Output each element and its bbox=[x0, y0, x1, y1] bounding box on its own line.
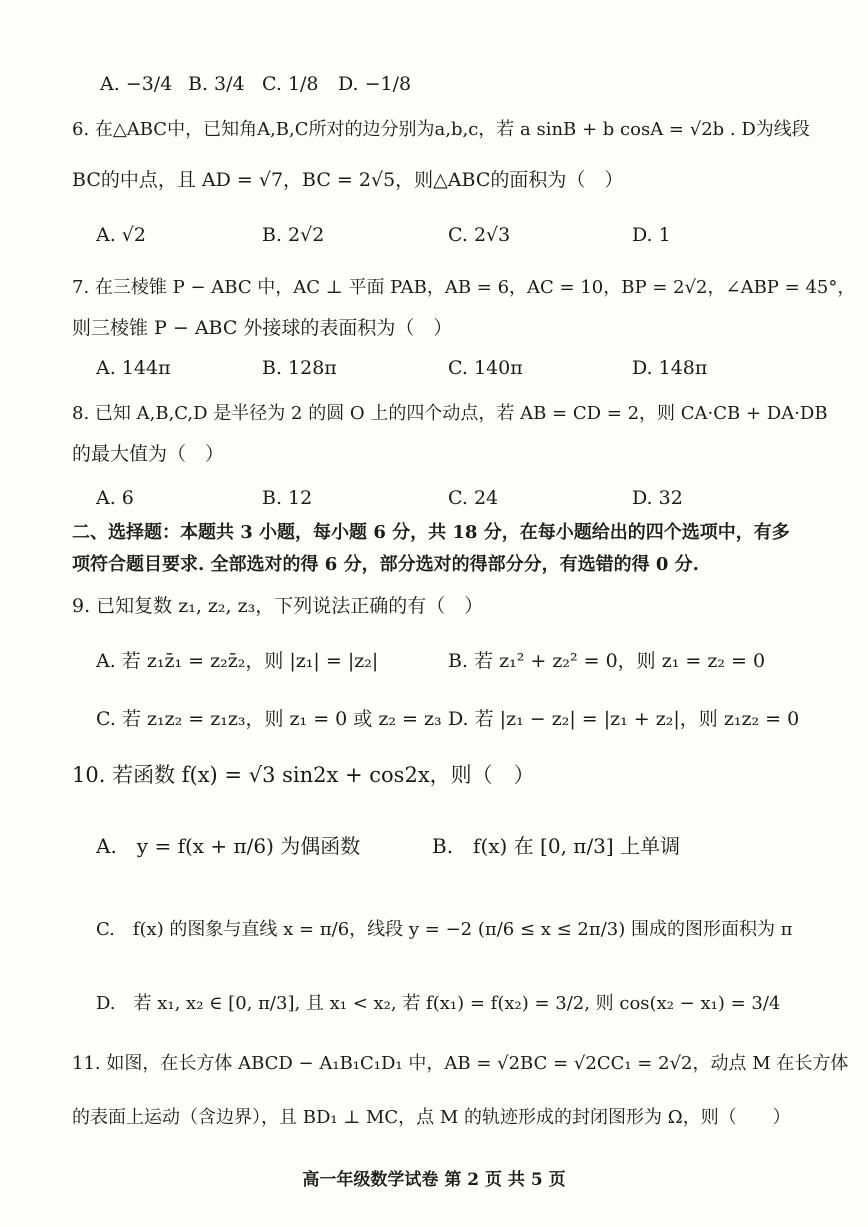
q6-option-a: A. √2 bbox=[96, 224, 146, 246]
q10-option-a: A. y = f(x + π/6) 为偶函数 bbox=[96, 834, 361, 858]
q9-option-a: A. 若 z₁z̄₁ = z₂z̄₂，则 |z₁| = |z₂| bbox=[96, 650, 379, 672]
q8-option-d: D. 32 bbox=[632, 487, 683, 509]
q6-option-c: C. 2√3 bbox=[448, 224, 511, 246]
q8-stem-line2: 的最大值为（ ） bbox=[72, 443, 225, 465]
q8-option-a: A. 6 bbox=[96, 487, 134, 509]
q6-option-b: B. 2√2 bbox=[262, 224, 325, 246]
section2-header-line2: 项符合题目要求. 全部选对的得 6 分，部分选对的得部分分，有选错的得 0 分. bbox=[72, 554, 699, 575]
q9-stem: 9. 已知复数 z₁, z₂, z₃，下列说法正确的有（ ） bbox=[72, 595, 484, 617]
q8-option-b: B. 12 bbox=[262, 487, 313, 509]
q11-stem-line1: 11. 如图，在长方体 ABCD − A₁B₁C₁D₁ 中，AB = √2BC = √2CC₁ = 2√2，动点 M 在长方体 bbox=[72, 1053, 849, 1074]
q5-option-a: A. −3/4 bbox=[100, 73, 173, 95]
q7-option-d: D. 148π bbox=[632, 357, 708, 379]
section2-header-line1: 二、选择题：本题共 3 小题，每小题 6 分，共 18 分，在每小题给出的四个选项中，有多 bbox=[72, 522, 790, 543]
q10-option-c: C. f(x) 的图象与直线 x = π/6，线段 y = −2 (π/6 ≤ x ≤ 2π/3) 围成的图形面积为 π bbox=[96, 919, 793, 940]
q7-option-a: A. 144π bbox=[96, 357, 171, 379]
q6-stem-line2: BC的中点，且 AD = √7，BC = 2√5，则△ABC的面积为（ ） bbox=[72, 169, 624, 191]
q5-option-d: D. −1/8 bbox=[338, 73, 412, 95]
q11-stem-line2: 的表面上运动（含边界），且 BD₁ ⊥ MC，点 M 的轨迹形成的封闭图形为 Ω，则（ ） bbox=[72, 1107, 791, 1128]
q9-option-d: D. 若 |z₁ − z₂| = |z₁ + z₂|，则 z₁z₂ = 0 bbox=[448, 708, 800, 730]
page-footer: 高一年级数学试卷 第 2 页 共 5 页 bbox=[302, 1170, 566, 1190]
q7-option-c: C. 140π bbox=[448, 357, 523, 379]
q5-option-c: C. 1/8 bbox=[262, 73, 319, 95]
q8-option-c: C. 24 bbox=[448, 487, 499, 509]
q6-stem-line1: 6. 在△ABC中，已知角A,B,C所对的边分别为a,b,c，若 a sinB + b cosA = √2b . D为线段 bbox=[72, 119, 810, 140]
q10-stem: 10. 若函数 f(x) = √3 sin2x + cos2x，则（ ） bbox=[72, 763, 535, 787]
q9-option-b: B. 若 z₁² + z₂² = 0，则 z₁ = z₂ = 0 bbox=[448, 650, 766, 672]
q10-option-d: D. 若 x₁, x₂ ∈ [0, π/3], 且 x₁ < x₂, 若 f(x₁) = f(x₂) = 3/2, 则 cos(x₂ − x₁) = 3/4 bbox=[96, 993, 781, 1014]
q6-option-d: D. 1 bbox=[632, 224, 671, 246]
q10-option-b: B. f(x) 在 [0, π/3] 上单调 bbox=[432, 834, 681, 858]
q7-option-b: B. 128π bbox=[262, 357, 337, 379]
q7-stem-line2: 则三棱锥 P − ABC 外接球的表面积为（ ） bbox=[72, 317, 453, 339]
q5-option-b: B. 3/4 bbox=[188, 73, 245, 95]
q9-option-c: C. 若 z₁z₂ = z₁z₃，则 z₁ = 0 或 z₂ = z₃ bbox=[96, 708, 442, 730]
q7-stem-line1: 7. 在三棱锥 P − ABC 中，AC ⊥ 平面 PAB，AB = 6，AC = 10，BP = 2√2，∠ABP = 45°， bbox=[72, 277, 856, 298]
q8-stem-line1: 8. 已知 A,B,C,D 是半径为 2 的圆 O 上的四个动点，若 AB = CD = 2，则 CA·CB + DA·DB bbox=[72, 403, 828, 424]
